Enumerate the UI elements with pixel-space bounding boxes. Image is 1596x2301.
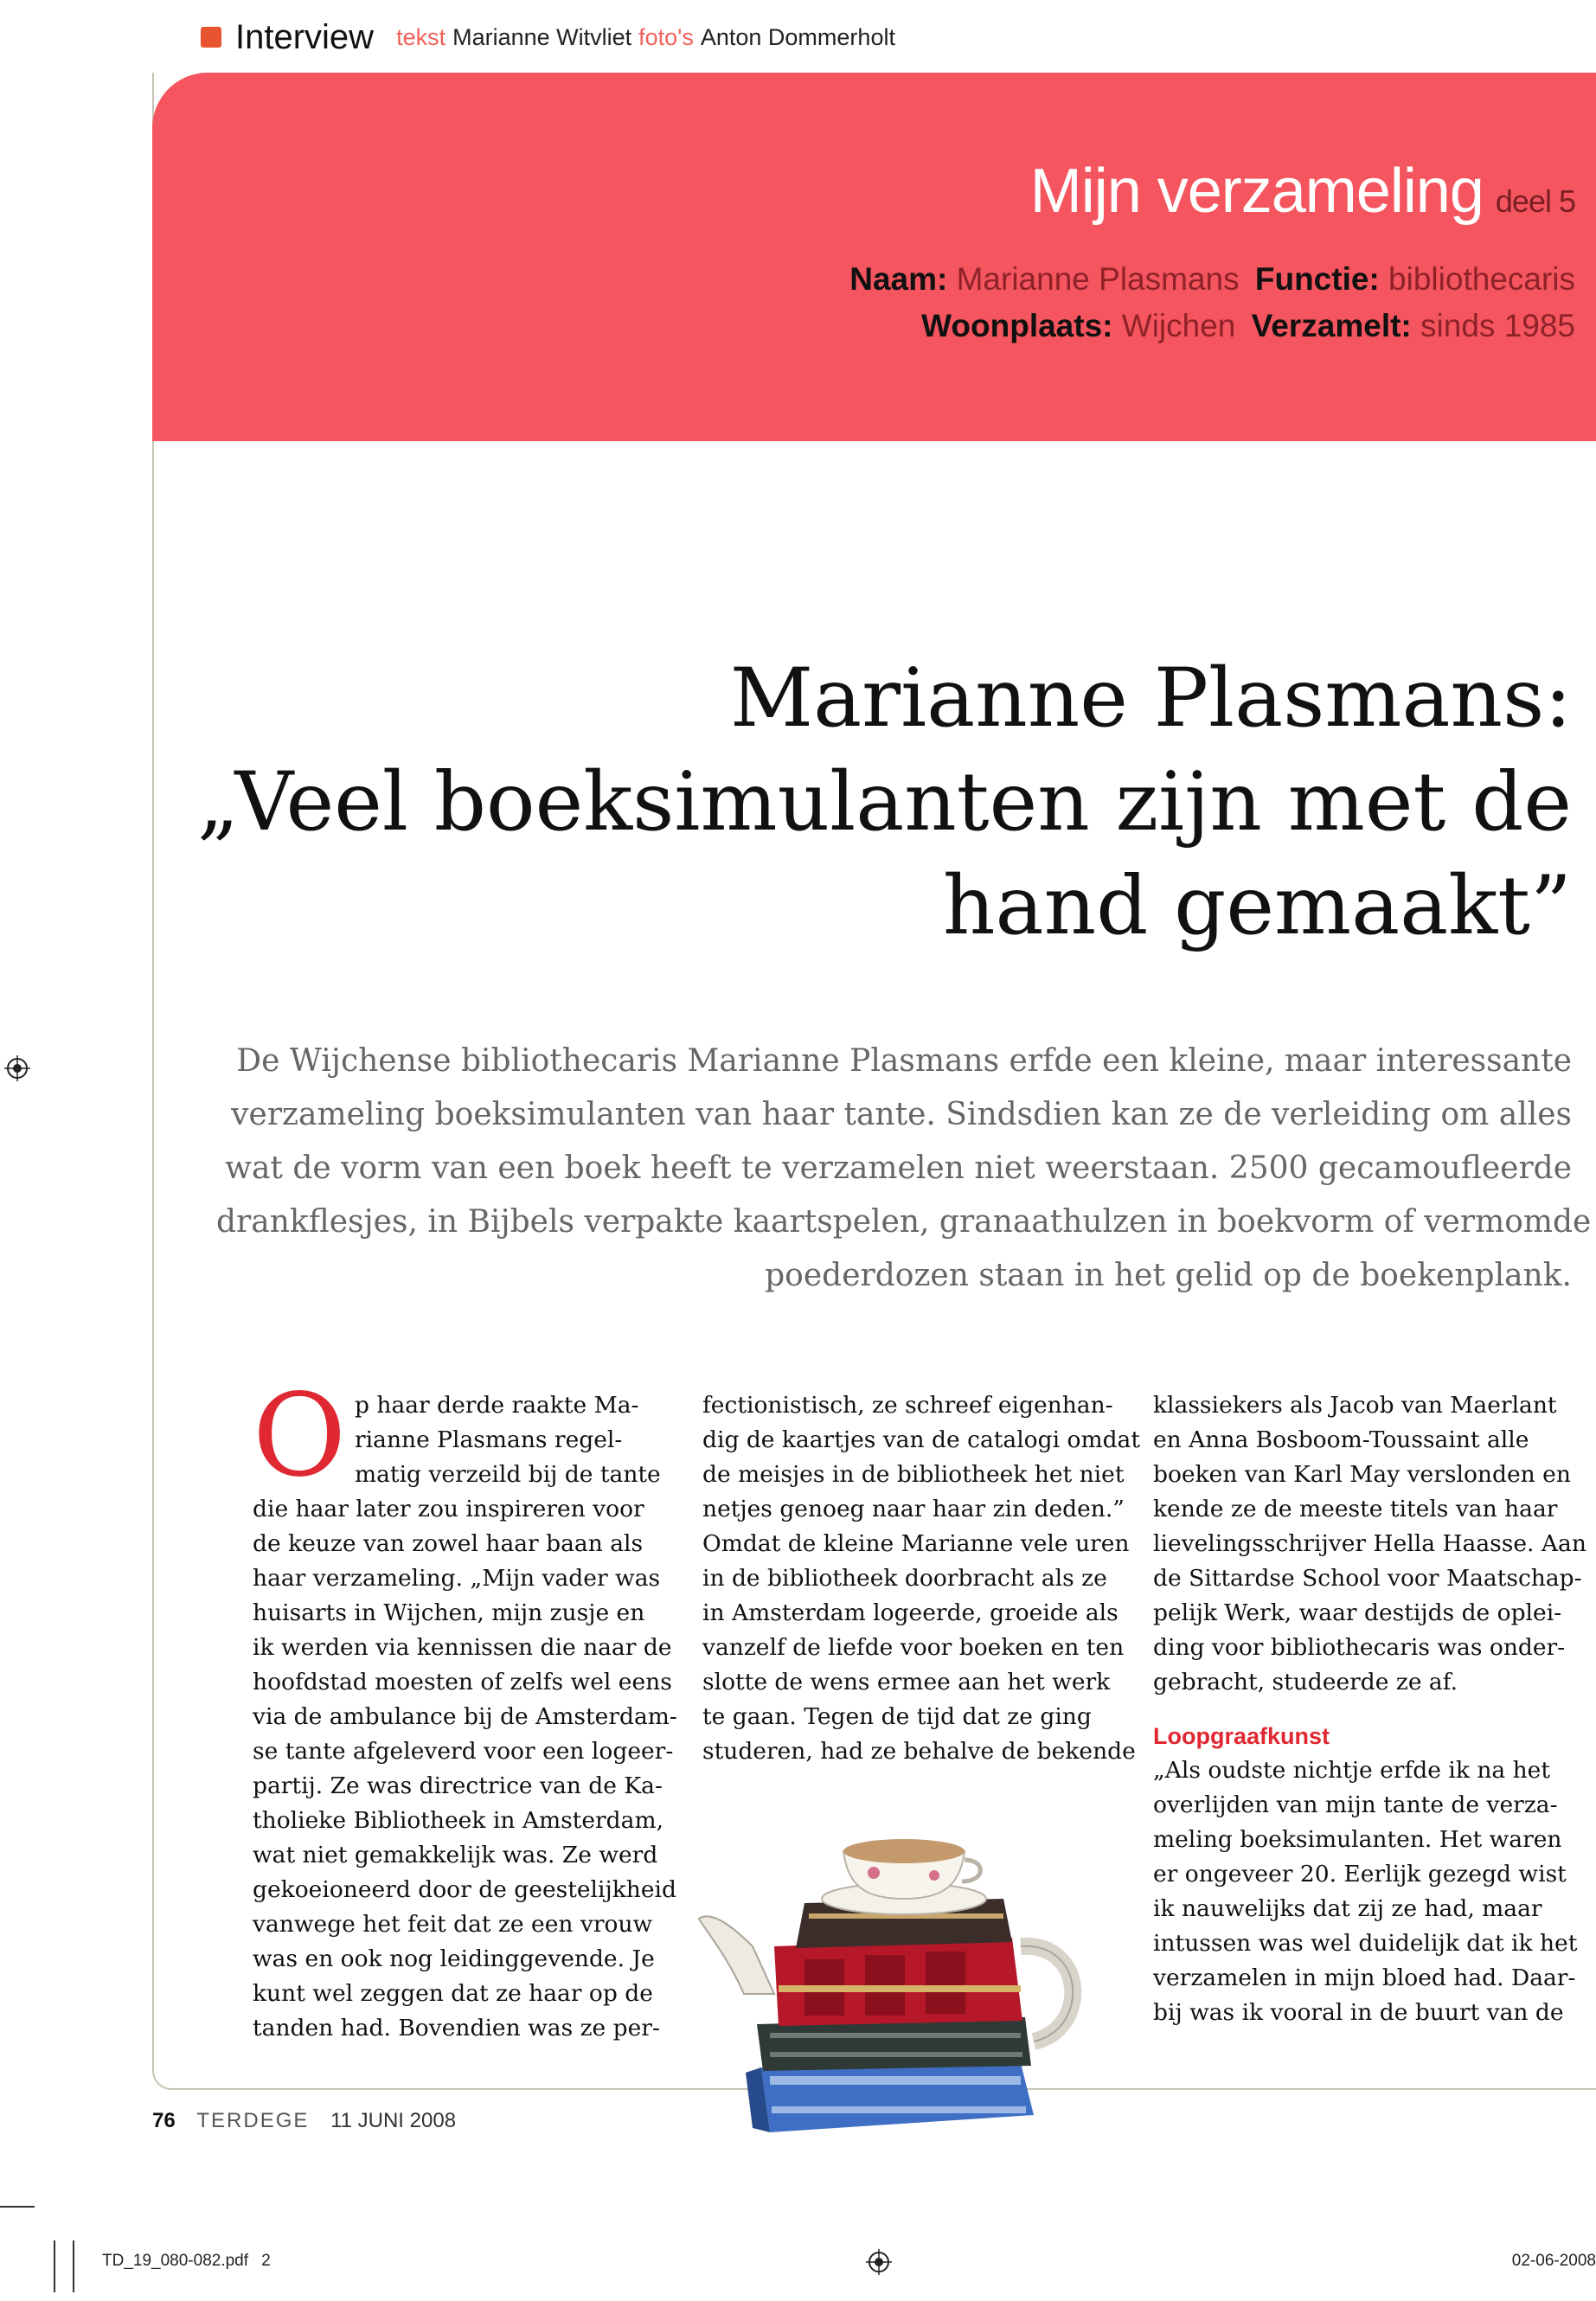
- page-number: 76: [152, 2109, 176, 2132]
- function-label: Functie:: [1254, 261, 1380, 297]
- name-label: Naam:: [849, 261, 948, 297]
- body-line: te gaan. Tegen de tijd dat ze ging: [702, 1703, 1092, 1730]
- body-line: er ongeveer 20. Eerlijk gezegd wist: [1153, 1861, 1567, 1888]
- lead-line: verzameling boeksimulanten van haar tante. Sindsdien kan ze de verleiding om alles: [231, 1097, 1572, 1132]
- body-line: wat niet gemakkelijk was. Ze werd: [253, 1842, 658, 1868]
- print-sheet: 2: [261, 2252, 271, 2270]
- series-name: Mijn verzameling: [1029, 157, 1484, 226]
- body-line: kunt wel zeggen dat ze haar op de: [253, 1980, 653, 2007]
- profile-line-2: [921, 308, 1575, 344]
- magazine-name: TERDEGE: [196, 2109, 310, 2132]
- teapot-books-photo: [692, 1817, 1107, 2154]
- body-line: ik werden via kennissen die naar de: [253, 1634, 672, 1661]
- print-file: TD_19_080-082.pdf: [102, 2252, 249, 2270]
- article-lead: [216, 1035, 1592, 1303]
- page-footer: [152, 2109, 456, 2133]
- body-line: meling boeksimulanten. Het waren: [1153, 1826, 1562, 1853]
- collects-label: Verzamelt:: [1251, 308, 1412, 343]
- lead-line: drankflesjes, in Bijbels verpakte kaartspelen, granaathulzen in boekvorm of vermomde: [216, 1204, 1592, 1240]
- crop-mark: [54, 2240, 55, 2292]
- body-column-3: [1153, 1388, 1586, 2030]
- body-line: in de bibliotheek doorbracht als ze: [702, 1565, 1107, 1592]
- name-value: Marianne Plasmans: [956, 261, 1240, 297]
- print-date: 02-06-2008: [1511, 2252, 1596, 2270]
- body-line: de keuze van zowel haar baan als: [253, 1530, 644, 1557]
- body-line: overlijden van mijn tante de verza-: [1153, 1791, 1558, 1818]
- registration-mark-icon: [4, 1055, 30, 1081]
- body-line: kende ze de meeste titels van haar: [1153, 1496, 1558, 1522]
- body-line: die haar later zou inspireren voor: [253, 1496, 644, 1522]
- residence-value: Wijchen: [1121, 308, 1236, 343]
- section-header: [201, 16, 902, 59]
- body-line: vanzelf de liefde voor boeken en ten: [702, 1634, 1125, 1661]
- lead-line: De Wijchense bibliothecaris Marianne Plasmans erfde een kleine, maar interessante: [236, 1043, 1572, 1079]
- body-line: pelijk Werk, waar destijds de oplei-: [1153, 1599, 1562, 1626]
- body-line: tanden had. Bovendien was ze per-: [253, 2015, 660, 2041]
- credit-label-photo: foto's: [638, 23, 694, 50]
- lead-line: poederdozen staan in het gelid op de boekenplank.: [765, 1258, 1572, 1293]
- headline-line: „Veel boeksimulanten zijn met de: [196, 755, 1572, 849]
- body-line: matig verzeild bij de tante: [355, 1461, 661, 1488]
- headline-line: hand gemaakt”: [943, 859, 1572, 953]
- credit-label-text: tekst: [396, 23, 446, 50]
- body-column-1: [253, 1369, 685, 2046]
- issue-date: 11 JUNI 2008: [330, 2109, 457, 2132]
- function-value: bibliothecaris: [1388, 261, 1575, 297]
- body-line: Omdat de kleine Marianne vele uren: [702, 1530, 1130, 1557]
- profile-line-1: [849, 261, 1575, 298]
- crop-mark: [73, 2240, 74, 2292]
- body-line: lievelingsschrijver Hella Haasse. Aan: [1153, 1530, 1586, 1557]
- body-line: vanwege het feit dat ze een vrouw: [253, 1911, 653, 1938]
- body-column-2: [702, 1388, 1140, 1769]
- title-banner: [152, 73, 1596, 441]
- body-line: in Amsterdam logeerde, groeide als: [702, 1599, 1118, 1626]
- body-line: „Als oudste nichtje erfde ik na het: [1153, 1757, 1551, 1784]
- body-line: fectionistisch, ze schreef eigenhan-: [702, 1392, 1113, 1419]
- body-line: boeken van Karl May verslonden en: [1153, 1461, 1571, 1488]
- print-filename: [102, 2252, 271, 2271]
- body-line: studeren, had ze behalve de bekende: [702, 1738, 1136, 1765]
- series-part: deel 5: [1495, 183, 1575, 219]
- body-line: gekoeioneerd door de geestelijkheid: [253, 1876, 676, 1903]
- body-line: hoofdstad moesten of zelfs wel eens: [253, 1669, 672, 1695]
- section-marker-square: [201, 27, 221, 48]
- body-line: netjes genoeg naar haar zin deden.”: [702, 1496, 1125, 1522]
- body-line: rianne Plasmans regel-: [355, 1426, 623, 1453]
- body-line: ik nauwelijks dat zij ze had, maar: [1153, 1895, 1542, 1922]
- headline-line: Marianne Plasmans:: [729, 651, 1572, 746]
- series-title: [1030, 156, 1575, 227]
- body-line: slotte de wens ermee aan het werk: [702, 1669, 1111, 1695]
- body-line: via de ambulance bij de Amsterdam-: [253, 1703, 677, 1730]
- article-headline: [188, 647, 1572, 958]
- credit-photographer: Anton Dommerholt: [700, 23, 895, 50]
- body-line: huisarts in Wijchen, mijn zusje en: [253, 1599, 645, 1626]
- body-line: was en ook nog leidinggevende. Je: [253, 1945, 655, 1972]
- body-line: klassiekers als Jacob van Maerlant: [1153, 1392, 1557, 1419]
- residence-label: Woonplaats:: [921, 308, 1113, 343]
- body-line: intussen was wel duidelijk dat ik het: [1153, 1930, 1578, 1957]
- credit-author: Marianne Witvliet: [452, 23, 632, 50]
- collects-value: sinds 1985: [1420, 308, 1575, 343]
- section-title: Interview: [235, 17, 375, 56]
- body-line: ding voor bibliothecaris was onder-: [1153, 1634, 1566, 1661]
- body-line: dig de kaartjes van de catalogi omdat: [702, 1426, 1140, 1453]
- body-line: p haar derde raakte Ma-: [355, 1392, 639, 1419]
- body-line: partij. Ze was directrice van de Ka-: [253, 1772, 663, 1799]
- crop-mark: [0, 2206, 35, 2208]
- registration-mark-icon: [866, 2249, 892, 2275]
- body-line: bij was ik vooral in de buurt van de: [1153, 1999, 1564, 2026]
- body-line: verzamelen in mijn bloed had. Daar-: [1153, 1965, 1576, 1991]
- body-line: de meisjes in de bibliotheek het niet: [702, 1461, 1125, 1488]
- body-line: tholieke Bibliotheek in Amsterdam,: [253, 1807, 663, 1834]
- body-line: gebracht, studeerde ze af.: [1153, 1669, 1458, 1695]
- lead-line: wat de vorm van een boek heeft te verzamelen niet weerstaan. 2500 gecamoufleerde: [225, 1150, 1572, 1186]
- body-line: en Anna Bosboom-Toussaint alle: [1153, 1426, 1529, 1453]
- body-line: de Sittardse School voor Maatschap-: [1153, 1565, 1582, 1592]
- body-line: se tante afgeleverd voor een logeer-: [253, 1738, 674, 1765]
- subheading: Loopgraafkunst: [1153, 1723, 1330, 1749]
- dropcap: O: [253, 1369, 347, 1503]
- body-line: haar verzameling. „Mijn vader was: [253, 1565, 661, 1592]
